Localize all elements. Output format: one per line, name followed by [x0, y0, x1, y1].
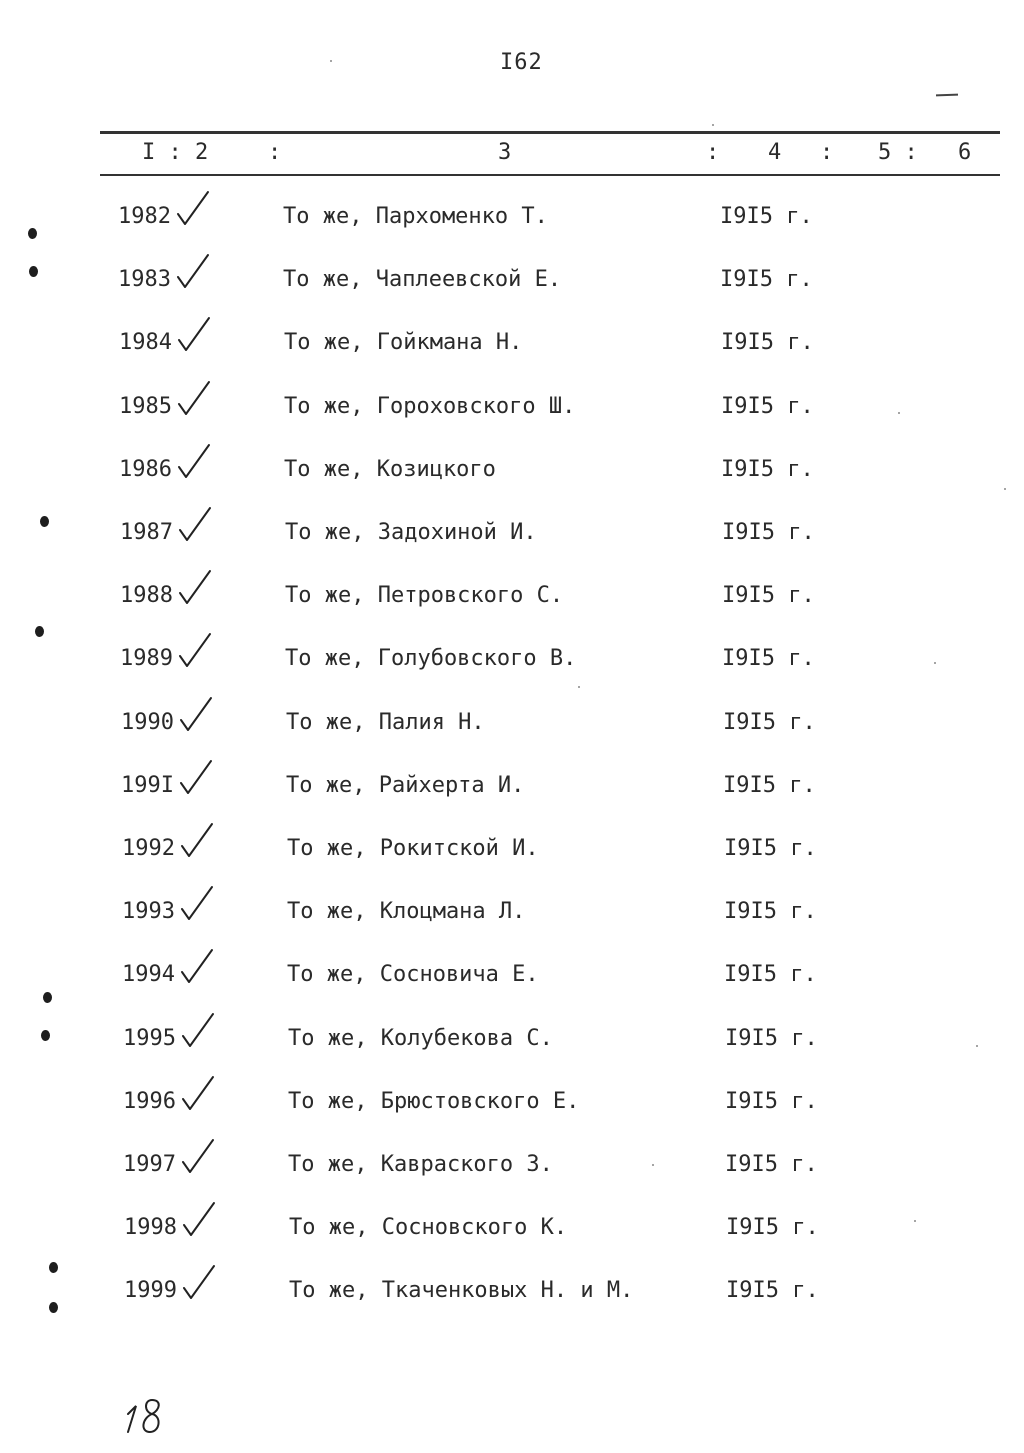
checkmark-icon	[180, 946, 216, 988]
record-description: То же, Чаплеевской Е.	[283, 267, 562, 292]
record-description: То же, Гойкмана Н.	[284, 330, 523, 355]
scan-speck	[712, 124, 714, 126]
table-row	[1, 330, 1024, 370]
record-year: I9I5 г.	[726, 1278, 819, 1303]
table-row	[5, 1152, 1024, 1192]
table-top-rule	[100, 131, 1000, 134]
table-row	[0, 204, 1024, 244]
record-year: I9I5 г.	[724, 962, 817, 987]
checkmark-icon	[180, 883, 216, 925]
table-row	[1, 457, 1024, 497]
binder-hole	[49, 1302, 58, 1313]
table-row	[0, 267, 1024, 307]
scan-speck	[914, 1220, 916, 1222]
record-description: То же, Сосновского К.	[289, 1215, 568, 1240]
checkmark-icon	[178, 504, 214, 546]
checkmark-icon	[176, 188, 212, 230]
record-description: То же, Гороховского Ш.	[284, 394, 576, 419]
record-number: 1989	[120, 646, 173, 671]
record-year: I9I5 г.	[721, 394, 814, 419]
table-row	[3, 710, 1024, 750]
record-number: 1996	[123, 1089, 176, 1114]
checkmark-icon	[177, 314, 213, 356]
scan-speck	[330, 60, 332, 62]
record-number: 1998	[124, 1215, 177, 1240]
record-number: 1984	[119, 330, 172, 355]
record-description: То же, Брюстовского Е.	[288, 1089, 580, 1114]
record-description: То же, Пархоменко Т.	[283, 204, 548, 229]
checkmark-icon	[180, 820, 216, 862]
checkmark-icon	[181, 1010, 217, 1052]
header-col-5: 5 :	[878, 140, 918, 165]
record-number: 199I	[121, 773, 174, 798]
record-year: I9I5 г.	[723, 773, 816, 798]
checkmark-icon	[177, 441, 213, 483]
record-number: 1988	[120, 583, 173, 608]
record-year: I9I5 г.	[721, 457, 814, 482]
record-description: То же, Райхерта И.	[286, 773, 525, 798]
checkmark-icon	[177, 378, 213, 420]
table-row	[2, 646, 1024, 686]
binder-hole	[49, 1262, 58, 1273]
record-description: То же, Петровского С.	[285, 583, 564, 608]
header-col-4: 4	[768, 140, 782, 165]
scan-speck	[1004, 488, 1006, 490]
record-number: 1986	[119, 457, 172, 482]
checkmark-icon	[176, 251, 212, 293]
table-header-rule	[100, 174, 1000, 176]
record-number: 1994	[122, 962, 175, 987]
binder-hole	[28, 228, 37, 239]
record-year: I9I5 г.	[720, 267, 813, 292]
checkmark-icon	[178, 567, 214, 609]
record-number: 1983	[118, 267, 171, 292]
binder-hole	[29, 266, 38, 277]
record-number: 1985	[119, 394, 172, 419]
table-row	[2, 583, 1024, 623]
table-row	[4, 962, 1024, 1002]
header-col-1-2: I : 2	[142, 140, 209, 165]
table-row	[4, 836, 1024, 876]
handwritten-folio-number	[122, 1392, 172, 1438]
record-description: То же, Рокитской И.	[287, 836, 539, 861]
table-row	[5, 1026, 1024, 1066]
record-year: I9I5 г.	[723, 710, 816, 735]
record-number: 1997	[123, 1152, 176, 1177]
table-row	[3, 773, 1024, 813]
record-year: I9I5 г.	[725, 1026, 818, 1051]
table-row	[5, 1089, 1024, 1129]
record-year: I9I5 г.	[722, 520, 815, 545]
page-number: I62	[500, 50, 543, 75]
checkmark-icon	[181, 1073, 217, 1115]
record-year: I9I5 г.	[726, 1215, 819, 1240]
record-number: 1982	[118, 204, 171, 229]
record-number: 1990	[121, 710, 174, 735]
record-description: То же, Задохиной И.	[285, 520, 537, 545]
table-row	[6, 1278, 1024, 1318]
record-year: I9I5 г.	[724, 899, 817, 924]
record-number: 1995	[123, 1026, 176, 1051]
header-col-3: 3	[498, 140, 512, 165]
header-separator: :	[268, 140, 282, 165]
table-row	[2, 520, 1024, 560]
scan-speck	[976, 1045, 978, 1047]
scan-speck	[898, 412, 900, 414]
record-description: То же, Ткаченковых Н. и М.	[289, 1278, 634, 1303]
checkmark-icon	[182, 1199, 218, 1241]
checkmark-icon	[179, 694, 215, 736]
record-description: То же, Голубовского В.	[285, 646, 577, 671]
record-description: То же, Кавраского З.	[288, 1152, 553, 1177]
record-description: То же, Колубекова С.	[288, 1026, 553, 1051]
record-year: I9I5 г.	[722, 646, 815, 671]
header-separator: :	[820, 140, 834, 165]
scan-speck	[578, 686, 580, 688]
scan-speck	[934, 662, 936, 664]
checkmark-icon	[181, 1136, 217, 1178]
record-description: То же, Клоцмана Л.	[287, 899, 526, 924]
record-description: То же, Сосновича Е.	[287, 962, 539, 987]
scan-speck	[652, 1164, 654, 1166]
pen-dash-mark	[936, 94, 958, 97]
table-row	[1, 394, 1024, 434]
checkmark-icon	[178, 630, 214, 672]
binder-hole	[35, 626, 44, 637]
record-number: 1992	[122, 836, 175, 861]
checkmark-icon	[182, 1262, 218, 1304]
record-description: То же, Козицкого	[284, 457, 496, 482]
record-number: 1999	[124, 1278, 177, 1303]
record-year: I9I5 г.	[720, 204, 813, 229]
binder-hole	[41, 1030, 50, 1041]
checkmark-icon	[179, 757, 215, 799]
record-year: I9I5 г.	[725, 1152, 818, 1177]
record-number: 1993	[122, 899, 175, 924]
record-year: I9I5 г.	[721, 330, 814, 355]
table-row	[4, 899, 1024, 939]
header-col-6: 6	[958, 140, 972, 165]
record-year: I9I5 г.	[725, 1089, 818, 1114]
binder-hole	[43, 992, 52, 1003]
record-number: 1987	[120, 520, 173, 545]
table-row	[6, 1215, 1024, 1255]
record-year: I9I5 г.	[724, 836, 817, 861]
record-year: I9I5 г.	[722, 583, 815, 608]
binder-hole	[40, 516, 49, 527]
record-description: То же, Палия Н.	[286, 710, 485, 735]
header-separator: :	[706, 140, 720, 165]
